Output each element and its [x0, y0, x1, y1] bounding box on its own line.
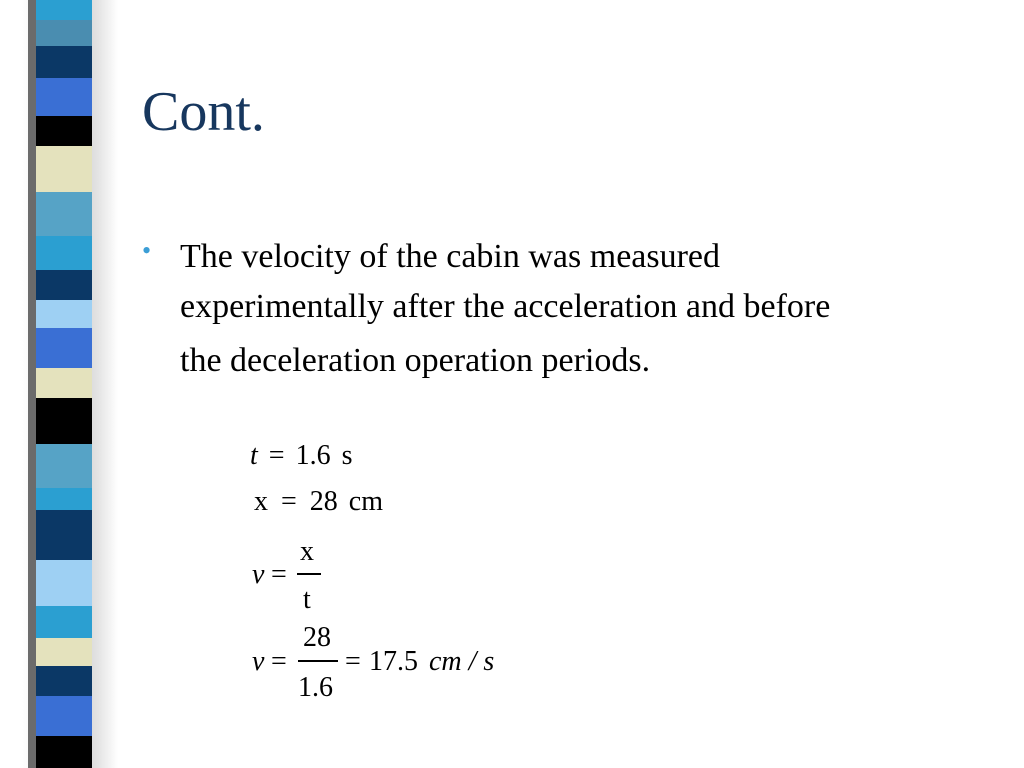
- eq3-fraction-bar: [297, 573, 321, 575]
- eq2-equals: =: [281, 486, 297, 517]
- eq4-fraction-bar: [298, 660, 338, 662]
- bullet-icon: •: [142, 236, 152, 265]
- eq4-result: 17.5: [369, 646, 418, 677]
- decorative-stripe-bar: [0, 0, 118, 768]
- eq4-denominator: 1.6: [298, 672, 333, 703]
- eq4-variable: v: [252, 646, 265, 677]
- eq2-variable: x: [254, 486, 268, 517]
- slide-title: Cont.: [142, 81, 265, 143]
- eq4-unit: cm / s: [429, 646, 495, 677]
- eq4-equals: =: [271, 646, 287, 677]
- equation-distance: [254, 488, 383, 516]
- eq4-equals-2: =: [345, 646, 361, 677]
- eq1-unit: s: [341, 440, 353, 471]
- eq2-unit: cm: [348, 486, 384, 517]
- eq4-numerator: 28: [303, 622, 331, 653]
- bullet-line-2: experimentally after the acceleration and before: [180, 288, 831, 325]
- eq1-equals: =: [268, 440, 285, 471]
- equation-time: [250, 442, 352, 470]
- eq3-equals: =: [271, 559, 287, 590]
- eq3-numerator: x: [300, 536, 314, 567]
- eq1-variable: t: [250, 440, 258, 471]
- bullet-line-1: The velocity of the cabin was measured: [180, 238, 721, 275]
- eq2-value: 28: [309, 486, 338, 517]
- eq3-variable: v: [252, 559, 265, 590]
- bullet-line-3: the deceleration operation periods.: [180, 342, 651, 379]
- eq1-value: 1.6: [295, 440, 331, 471]
- bullet-text: [180, 232, 980, 386]
- eq3-denominator: t: [303, 584, 311, 615]
